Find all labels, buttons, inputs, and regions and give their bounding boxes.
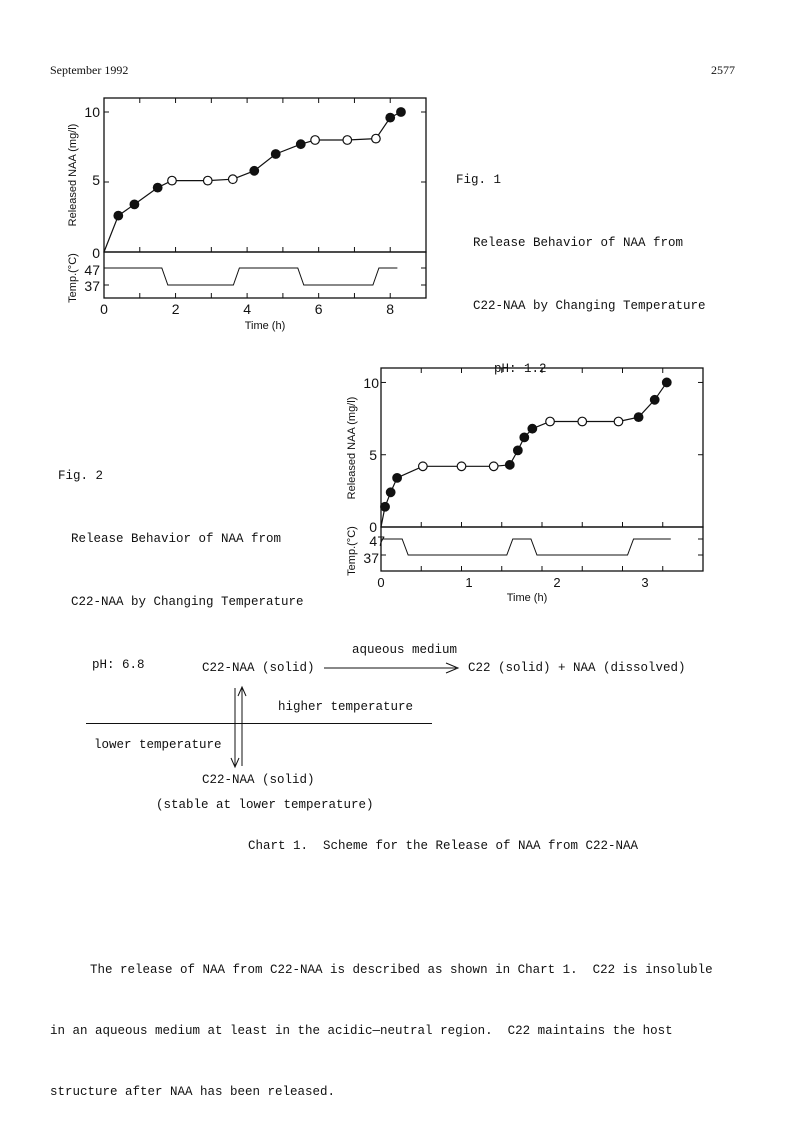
fig2-xtick-1: 1 [465, 575, 473, 590]
scheme-lower-label: lower temperature [94, 738, 222, 752]
fig2-xtick-0: 0 [377, 575, 385, 590]
figure-1-chart [50, 88, 440, 343]
fig1-y-axis-label: Released NAA (mg/l) [67, 123, 79, 227]
fig2-xtick-3: 3 [641, 575, 649, 590]
scheme-bottom-note: (stable at lower temperature) [156, 798, 374, 812]
fig2-point-open-3-0 [546, 417, 555, 426]
body-line-2: in an aqueous medium at least in the acidic—neutral region. C22 maintains the host [50, 1024, 673, 1038]
fig2-point-filled-0-1 [386, 488, 395, 497]
fig1-curves [104, 112, 401, 252]
fig1-point-filled-2-1 [271, 150, 280, 159]
header-date: September 1992 [50, 63, 129, 77]
scheme-equilibrium-arrows [226, 684, 250, 770]
fig1-point-filled-2-2 [296, 140, 305, 149]
fig2-point-filled-4-0 [634, 413, 643, 422]
fig1-point-open-3-1 [343, 136, 352, 145]
body-line-3: structure after NAA has been released. [50, 1085, 336, 1099]
fig1-point-filled-4-0 [386, 113, 395, 122]
fig1-point-filled-0-2 [153, 183, 162, 192]
fig1-point-filled-0-0 [114, 211, 123, 220]
fig2-temp-tick-37: 37 [363, 550, 379, 566]
fig1-point-filled-0-1 [130, 200, 139, 209]
fig2-temp-axis-label: Temp.(°C) [346, 526, 358, 576]
fig2-caption-label: Fig. 2 [58, 469, 104, 483]
fig1-point-open-1-0 [168, 176, 177, 185]
body-line-1: The release of NAA from C22-NAA is described as shown in Chart 1. C22 is insoluble [90, 963, 713, 977]
chart-1-caption: Chart 1. Scheme for the Release of NAA from C22-NAA [248, 839, 639, 853]
fig1-temp-axis-label: Temp.(°C) [67, 253, 79, 303]
fig2-xtick-2: 2 [553, 575, 561, 590]
fig2-temperature-trace [381, 539, 671, 555]
fig1-caption-label: Fig. 1 [456, 173, 502, 187]
scheme-higher-label: higher temperature [278, 700, 414, 714]
fig1-temperature-trace [108, 268, 398, 285]
fig2-temperature-line [381, 539, 671, 555]
fig2-point-open-1-0 [419, 462, 428, 471]
fig2-x-axis-label: Time (h) [506, 592, 548, 604]
fig1-caption-line2: C22-NAA by Changing Temperature [473, 299, 706, 313]
fig2-release-panel [381, 368, 703, 527]
fig1-xtick-4: 4 [243, 301, 251, 317]
header-page-number: 2577 [711, 63, 735, 77]
fig1-temp-tick-47: 47 [84, 262, 100, 278]
fig2-point-open-3-2 [614, 417, 623, 426]
scheme-reactant: C22-NAA (solid) [202, 661, 315, 675]
fig2-point-filled-4-1 [650, 396, 659, 405]
fig1-temperature-line [108, 268, 398, 285]
fig1-release-panel [104, 98, 426, 252]
fig1-caption-line3: pH: 1.2 [494, 362, 547, 376]
fig1-caption-line1: Release Behavior of NAA from [473, 236, 684, 250]
fig2-caption-line2: C22-NAA by Changing Temperature [71, 595, 304, 609]
fig1-curve-segment-2 [233, 144, 301, 179]
fig1-x-axis-label: Time (h) [244, 320, 286, 332]
fig2-point-filled-0-0 [381, 502, 390, 511]
fig2-caption-line3: pH: 6.8 [92, 658, 145, 672]
fig1-point-open-1-1 [203, 176, 212, 185]
fig1-ytick-5: 5 [92, 172, 100, 188]
fig2-point-open-1-2 [489, 462, 498, 471]
fig1-point-open-3-0 [311, 136, 320, 145]
fig1-xtick-2: 2 [171, 301, 180, 317]
fig2-point-filled-2-2 [520, 433, 529, 442]
fig2-curves [381, 382, 667, 527]
scheme-forward-arrow [322, 660, 464, 676]
scheme-top-label: aqueous medium [352, 643, 458, 657]
fig2-temp-panel [381, 527, 703, 571]
fig1-temp-tick-37: 37 [84, 278, 100, 294]
fig1-ytick-0: 0 [92, 245, 100, 261]
fig2-point-filled-4-2 [662, 378, 671, 387]
fig1-point-open-3-2 [372, 134, 381, 143]
scheme-divider-line [86, 723, 432, 724]
fig2-y-axis-label: Released NAA (mg/l) [346, 396, 358, 500]
fig2-curve-segment-1 [397, 466, 494, 478]
fig1-curve-segment-0 [104, 188, 158, 252]
fig2-point-open-1-1 [457, 462, 466, 471]
fig1-temp-panel [104, 252, 426, 298]
fig2-point-open-3-1 [578, 417, 587, 426]
figure-2-chart [335, 358, 720, 606]
fig1-xtick-0: 0 [100, 301, 108, 317]
fig2-data-points [381, 378, 671, 511]
fig1-xtick-8: 8 [386, 301, 395, 317]
scheme-bottom-species: C22-NAA (solid) [202, 773, 315, 787]
fig2-ytick-0: 0 [369, 519, 377, 535]
fig2-point-filled-2-3 [528, 424, 537, 433]
scheme-products: C22 (solid) + NAA (dissolved) [468, 661, 686, 675]
fig1-point-filled-2-0 [250, 167, 259, 176]
fig1-point-filled-4-1 [397, 108, 406, 117]
fig1-point-open-1-2 [229, 175, 238, 184]
fig2-point-filled-2-1 [514, 446, 523, 455]
body-paragraph [50, 920, 713, 1143]
fig2-caption-line1: Release Behavior of NAA from [71, 532, 282, 546]
fig1-xtick-6: 6 [314, 301, 323, 317]
fig2-point-filled-0-2 [393, 474, 402, 483]
fig2-ytick-5: 5 [369, 447, 377, 463]
fig2-point-filled-2-0 [506, 461, 515, 470]
fig2-curve-segment-3 [532, 421, 618, 428]
fig1-data-points [114, 108, 405, 220]
fig2-ytick-10: 10 [363, 375, 379, 391]
fig1-ytick-10: 10 [84, 104, 100, 120]
fig2-temp-tick-47: 47 [369, 533, 385, 549]
